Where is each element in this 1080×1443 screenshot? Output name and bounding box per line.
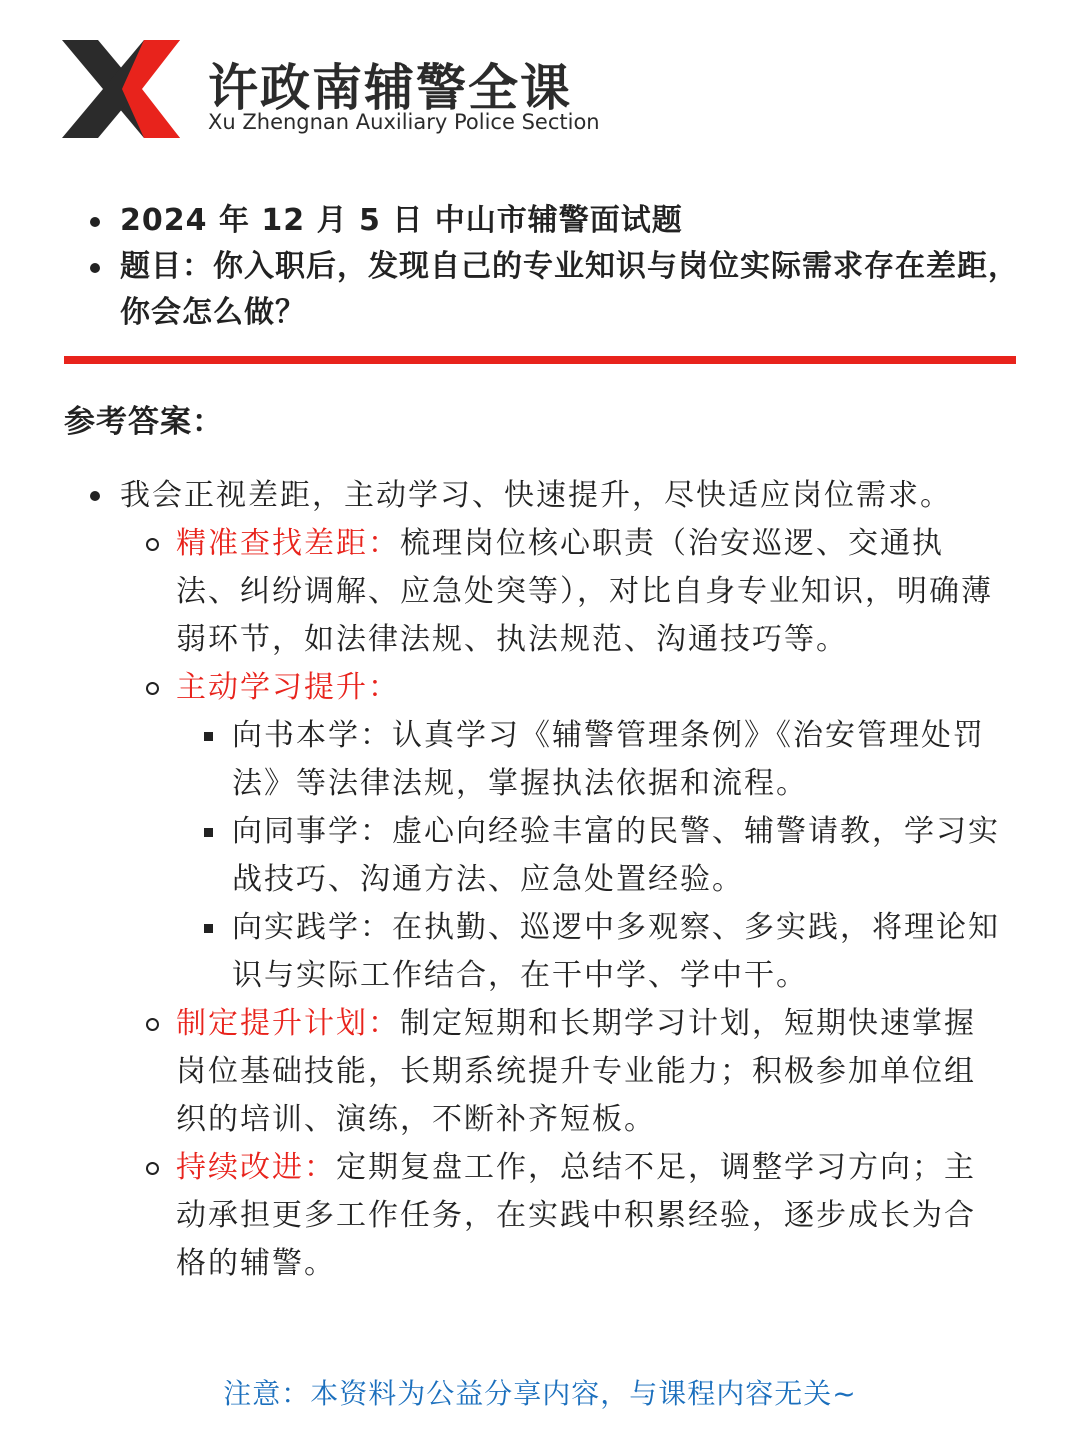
answer-subitem-list [176,712,1028,1000]
answer-body [88,472,1028,1288]
brand-header [62,40,622,140]
answer-item [176,1000,996,1144]
footer-note: 注意：本资料为公益分享内容，与课程内容无关~ [223,1377,857,1410]
brand-x-logo-icon [62,40,182,138]
answer-subitem: 向同事学：虚心向经验丰富的民警、辅警请教，学习实战技巧、沟通方法、应急处置经验。 [232,808,1012,904]
answer-item [176,664,996,712]
answer-item-text: 定期复盘工作，总结不足，调整学习方向；主动承担更多工作任务，在实践中积累经验，逐步成长为合格的辅警。 [176,1150,976,1281]
answer-item-label: 持续改进： [176,1150,336,1185]
answer-item-text: 制定短期和长期学习计划，短期快速掌握岗位基础技能，长期系统提升专业能力；积极参加单位组织的培训、演练，不断补齐短板。 [176,1006,976,1137]
answer-item [176,1144,996,1288]
answer-item-text: 梳理岗位核心职责（治安巡逻、交通执法、纠纷调解、应急处突等），对比自身专业知识，明确薄弱环节，如法律法规、执法规范、沟通技巧等。 [176,526,993,657]
question-topic: 题目：你入职后，发现自己的专业知识与岗位实际需求存在差距，你会怎么做？ [88,244,1028,336]
answer-heading: 参考答案： [64,404,224,440]
red-divider [64,356,1016,364]
answer-subitem: 向书本学：认真学习《辅警管理条例》《治安管理处罚法》等法律法规，掌握执法依据和流程。 [232,712,1012,808]
answer-item-list [88,520,1028,1288]
question-list [88,198,1028,336]
answer-item [176,520,996,664]
question-date-line: 2024 年 12 月 5 日 中山市辅警面试题 [88,198,1028,244]
brand-name-cn: 许政南辅警全课 [208,59,572,117]
answer-item-label: 主动学习提升： [176,670,400,705]
answer-item-label: 精准查找差距： [176,526,400,561]
answer-item-label: 制定提升计划： [176,1006,400,1041]
answer-subitem: 向实践学：在执勤、巡逻中多观察、多实践，将理论知识与实际工作结合，在干中学、学中干。 [232,904,1012,1000]
answer-main-point: 我会正视差距，主动学习、快速提升，尽快适应岗位需求。 [88,472,1028,520]
brand-name-en: Xu Zhengnan Auxiliary Police Section [208,110,600,134]
